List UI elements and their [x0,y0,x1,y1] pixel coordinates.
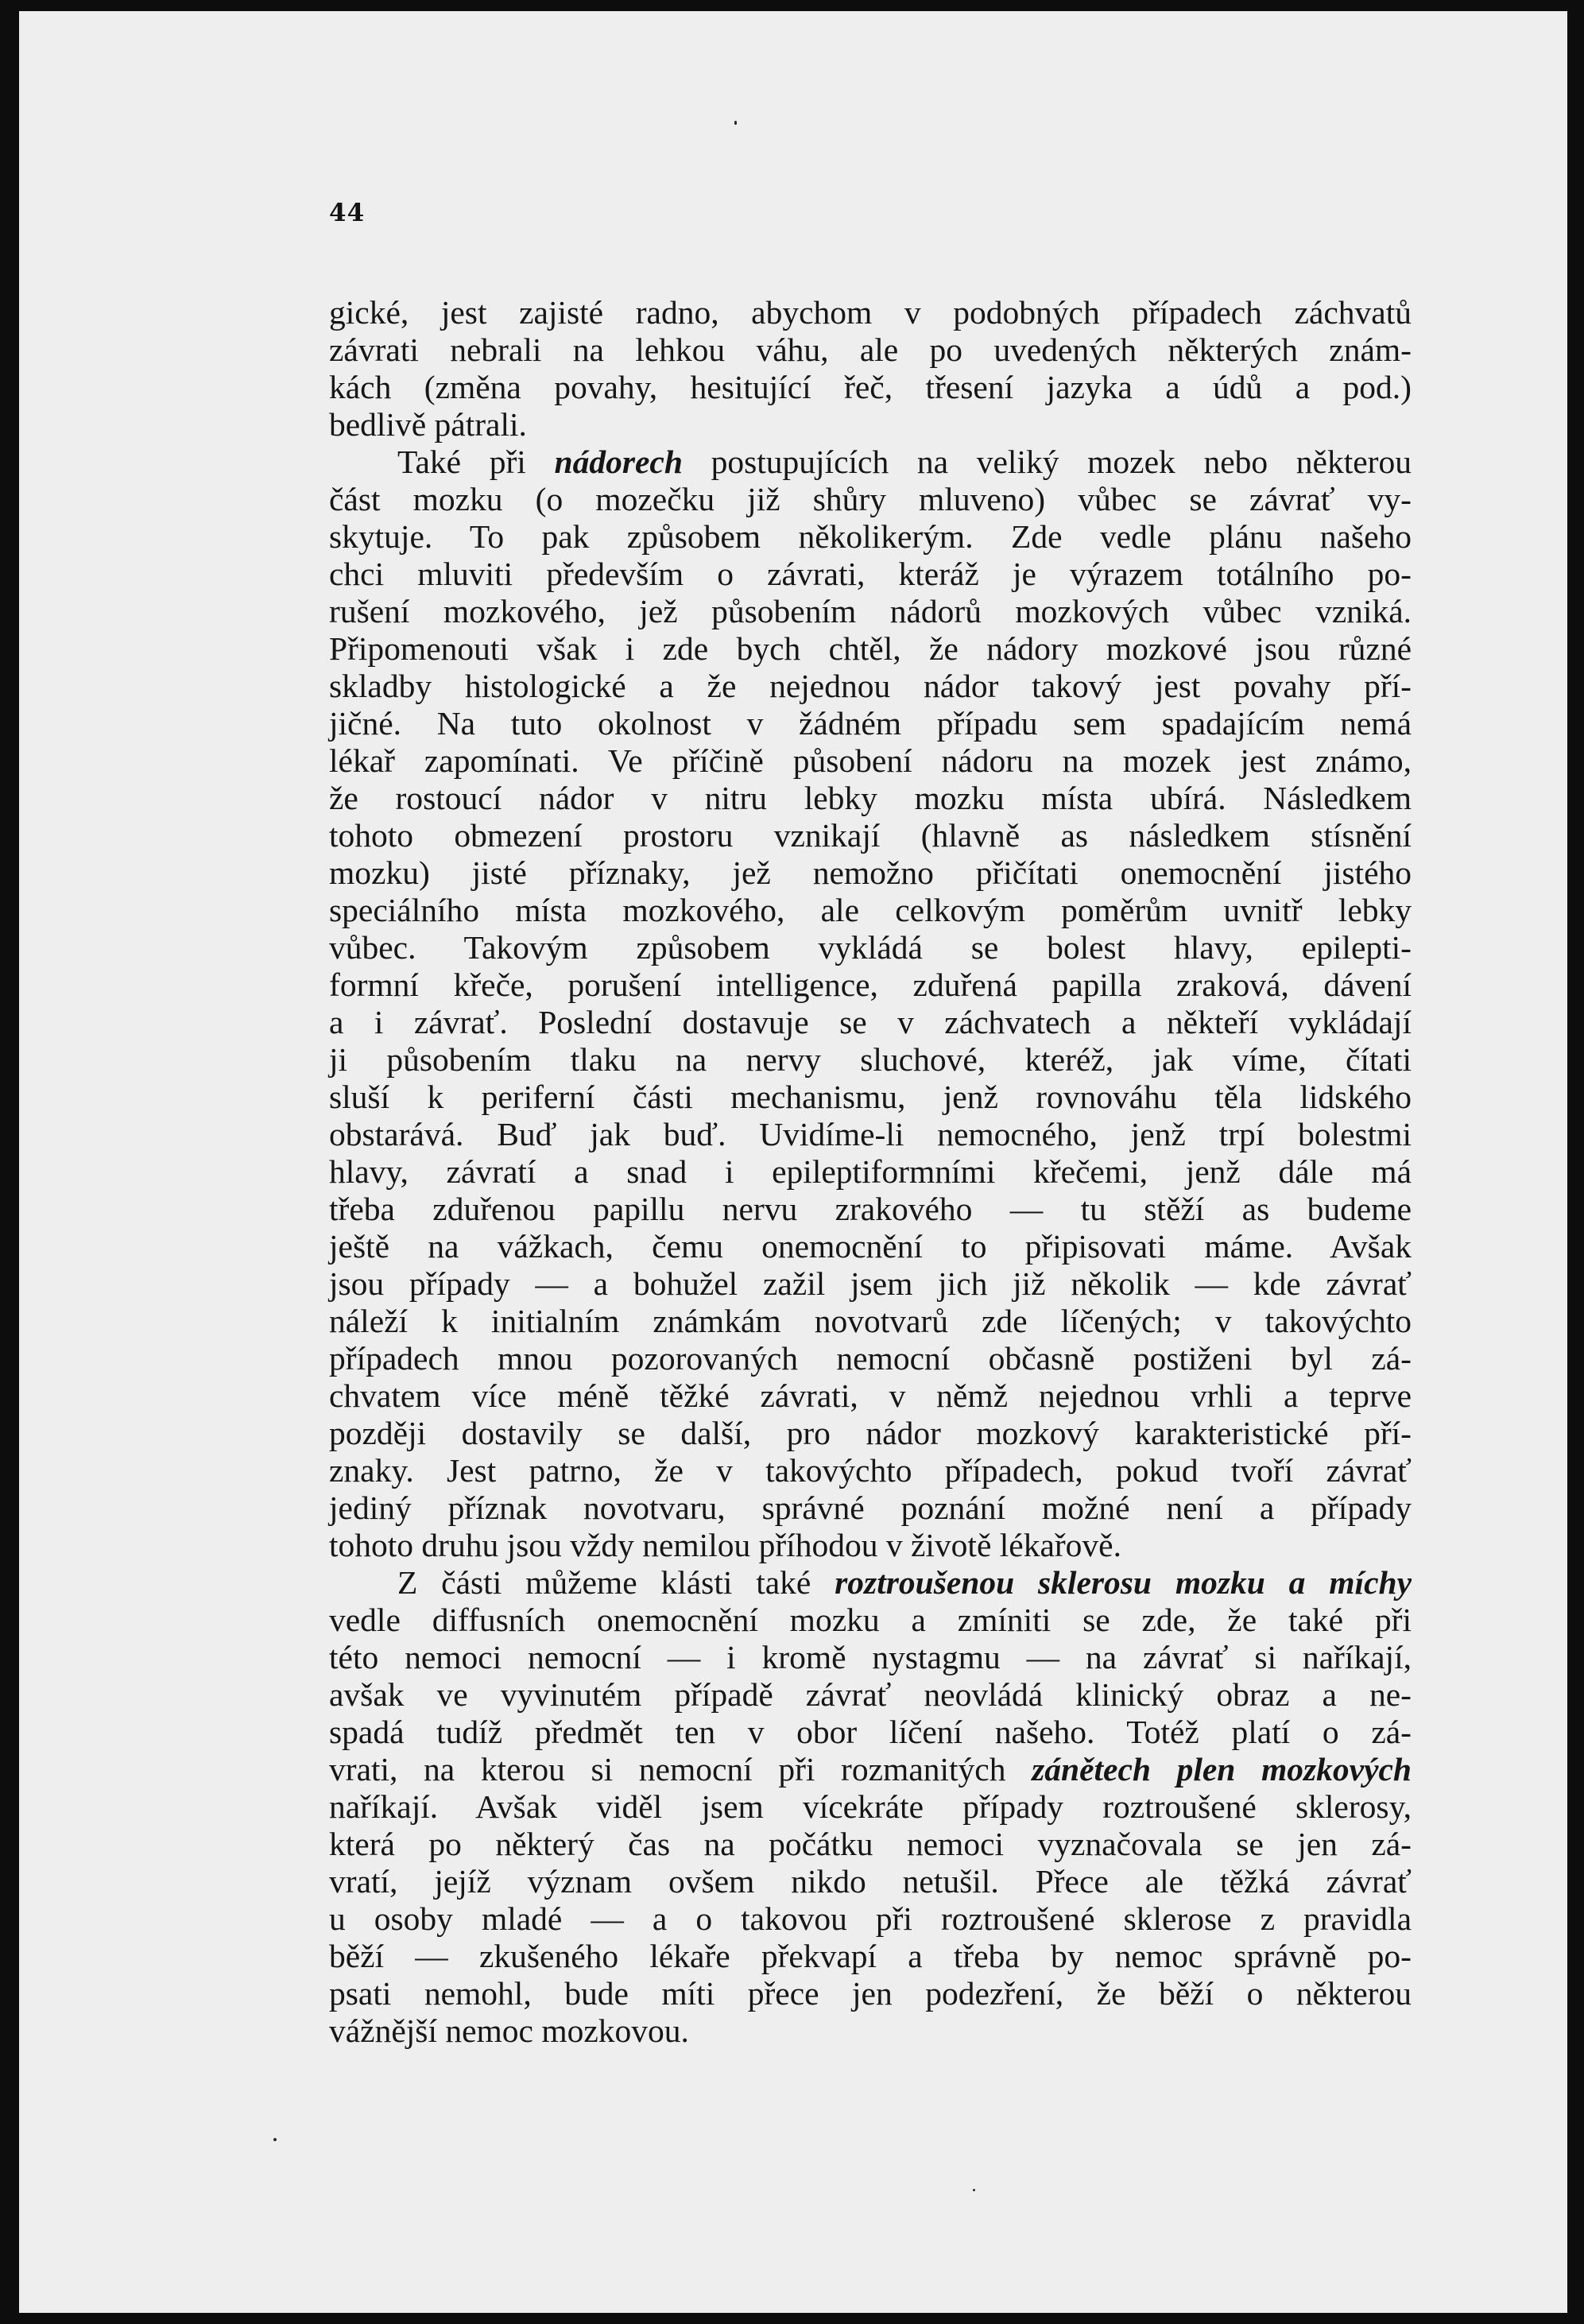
text-segment: jičné. Na tuto okolnost v žádném případu sem spadajícím nemá [329,705,1412,742]
text-segment: psati nemohl, bude míti přece jen podezření, že běží o některou [329,1975,1412,2012]
text-segment: vůbec. Takovým způsobem vykládá se bolest hlavy, epilepti- [329,929,1412,966]
text-line [329,1377,1412,1415]
text-segment: třeba zduřenou papillu nervu zrakového — tu stěží as budeme [329,1191,1412,1227]
book-page [19,11,1567,2313]
text-line [329,780,1412,817]
text-line [329,593,1412,630]
text-line [329,1116,1412,1153]
emphasized-term: nádorech [554,443,683,480]
text-segment: případech mnou pozorovaných nemocní občasně postiženi byl zá- [329,1340,1412,1377]
text-segment: tohoto druhu jsou vždy nemilou příhodou v životě lékařově. [329,1527,1121,1563]
text-segment: naříkají. Avšak viděl jsem vícekráte případy roztroušené sklerosy, [329,1788,1412,1825]
text-line [329,2012,1412,2050]
text-line [329,1041,1412,1079]
text-line [329,1676,1412,1714]
page-number: 44 [329,199,366,227]
text-segment: hlavy, závratí a snad i epileptiformními křečemi, jenž dále má [329,1153,1412,1190]
text-segment: lékař zapomínati. Ve příčině působení nádoru na mozek jest známo, [329,742,1412,779]
text-segment: bedlivě pátrali. [329,406,527,443]
text-line [329,1079,1412,1116]
emphasized-term: zánětech plen mozkových [1032,1751,1412,1788]
text-line [329,817,1412,854]
text-segment: skladby histologické a že nejednou nádor takový jest povahy pří- [329,668,1412,704]
text-segment: a i závrať. Poslední dostavuje se v záchvatech a někteří vykládají [329,1004,1412,1040]
text-segment: vedle diffusních onemocnění mozku a zmíniti se zde, že také při [329,1602,1412,1638]
text-line [329,1265,1412,1303]
scan-speck [273,2138,277,2141]
text-line [329,1303,1412,1340]
text-segment: Také při [397,443,555,480]
text-line [329,1788,1412,1826]
text-line [329,1639,1412,1676]
text-segment: závrati nebrali na lehkou váhu, ale po uvedených některých znám- [329,331,1412,368]
text-line [329,1863,1412,1900]
body-text [329,294,1412,2050]
text-line [329,742,1412,780]
text-line [329,294,1412,331]
text-segment: ji působením tlaku na nervy sluchové, kteréž, jak víme, čítati [329,1041,1412,1078]
text-segment: běží — zkušeného lékaře překvapí a třeba by nemoc správně po- [329,1938,1412,1974]
text-line [329,929,1412,966]
text-line [329,1452,1412,1489]
text-line [329,966,1412,1004]
text-line [329,1153,1412,1191]
text-segment: skytuje. To pak způsobem několikerým. Zde vedle plánu našeho [329,518,1412,555]
text-segment: část mozku (o mozečku již shůry mluveno) vůbec se závrať vy- [329,481,1412,517]
text-line [329,369,1412,406]
text-line [329,1975,1412,2012]
text-line [329,406,1412,443]
text-line [329,668,1412,705]
text-segment: obstarává. Buď jak buď. Uvidíme-li nemocného, jenž trpí bolestmi [329,1116,1412,1152]
text-line [329,892,1412,929]
text-segment: jsou případy — a bohužel zažil jsem jich již několik — kde závrať [329,1265,1412,1302]
text-segment: jediný příznak novotvaru, správné poznání možné není a případy [329,1489,1412,1526]
text-segment: gické, jest zajisté radno, abychom v podobných případech záchvatů [329,294,1412,331]
text-line [329,1415,1412,1452]
text-segment: u osoby mladé — a o takovou při roztroušené sklerose z pravidla [329,1900,1412,1937]
text-line [329,1714,1412,1751]
text-segment: spadá tudíž předmět ten v obor líčení našeho. Totéž platí o zá- [329,1714,1412,1750]
text-line [329,518,1412,556]
text-segment: vrati, na kterou si nemocní při rozmanitých [329,1751,1032,1788]
text-line [329,481,1412,518]
text-line [329,1900,1412,1938]
text-line [329,1826,1412,1863]
text-line [329,331,1412,369]
text-line [329,443,1412,481]
text-segment: znaky. Jest patrno, že v takovýchto případech, pokud tvoří závrať [329,1452,1412,1489]
text-line [329,556,1412,593]
text-segment: postupujících na veliký mozek nebo některou [682,443,1412,480]
text-segment: chci mluviti především o závrati, kteráž je výrazem totálního po- [329,556,1412,592]
text-line [329,705,1412,742]
text-segment: která po některý čas na počátku nemoci vyznačovala se jen zá- [329,1826,1412,1862]
text-line [329,1228,1412,1265]
text-segment: chvatem více méně těžké závrati, v němž nejednou vrhli a teprve [329,1377,1412,1414]
text-line [329,1938,1412,1975]
text-line [329,1527,1412,1564]
text-segment: tohoto obmezení prostoru vznikají (hlavně as následkem stísnění [329,817,1412,854]
emphasized-term: roztroušenou sklerosu mozku a míchy [835,1564,1412,1601]
text-segment: vážnější nemoc mozkovou. [329,2012,689,2049]
text-line [329,1564,1412,1602]
text-segment: Z části můžeme klásti také [397,1564,835,1601]
text-line [329,1751,1412,1788]
text-segment: rušení mozkového, jež působením nádorů mozkových vůbec vzniká. [329,593,1412,629]
text-segment: později dostavily se další, pro nádor mozkový karakteristické pří- [329,1415,1412,1451]
text-line [329,1489,1412,1527]
text-segment: této nemoci nemocní — i kromě nystagmu — na závrať si naříkají, [329,1639,1412,1675]
text-segment: Připomenouti však i zde bych chtěl, že nádory mozkové jsou různé [329,630,1412,667]
scan-speck [734,121,737,125]
text-line [329,1340,1412,1377]
text-segment: avšak ve vyvinutém případě závrať neovládá klinický obraz a ne- [329,1676,1412,1713]
text-segment: vratí, jejíž význam ovšem nikdo netušil. Přece ale těžká závrať [329,1863,1412,1900]
text-segment: formní křeče, porušení intelligence, zduřená papilla zraková, dávení [329,966,1412,1003]
text-line [329,1191,1412,1228]
text-line [329,630,1412,668]
scan-speck [973,2189,975,2191]
text-segment: speciálního místa mozkového, ale celkovým poměrům uvnitř lebky [329,892,1412,928]
text-segment: náleží k initialním známkám novotvarů zde líčených; v takovýchto [329,1303,1412,1339]
text-segment: že rostoucí nádor v nitru lebky mozku místa ubírá. Následkem [329,780,1412,816]
text-line [329,1004,1412,1041]
text-line [329,1602,1412,1639]
text-segment: mozku) jisté příznaky, jež nemožno přičítati onemocnění jistého [329,854,1412,891]
text-line [329,854,1412,892]
text-segment: sluší k periferní části mechanismu, jenž rovnováhu těla lidského [329,1079,1412,1115]
text-segment: kách (změna povahy, hesitující řeč, třesení jazyka a údů a pod.) [329,369,1412,405]
text-segment: ještě na vážkach, čemu onemocnění to připisovati máme. Avšak [329,1228,1412,1265]
